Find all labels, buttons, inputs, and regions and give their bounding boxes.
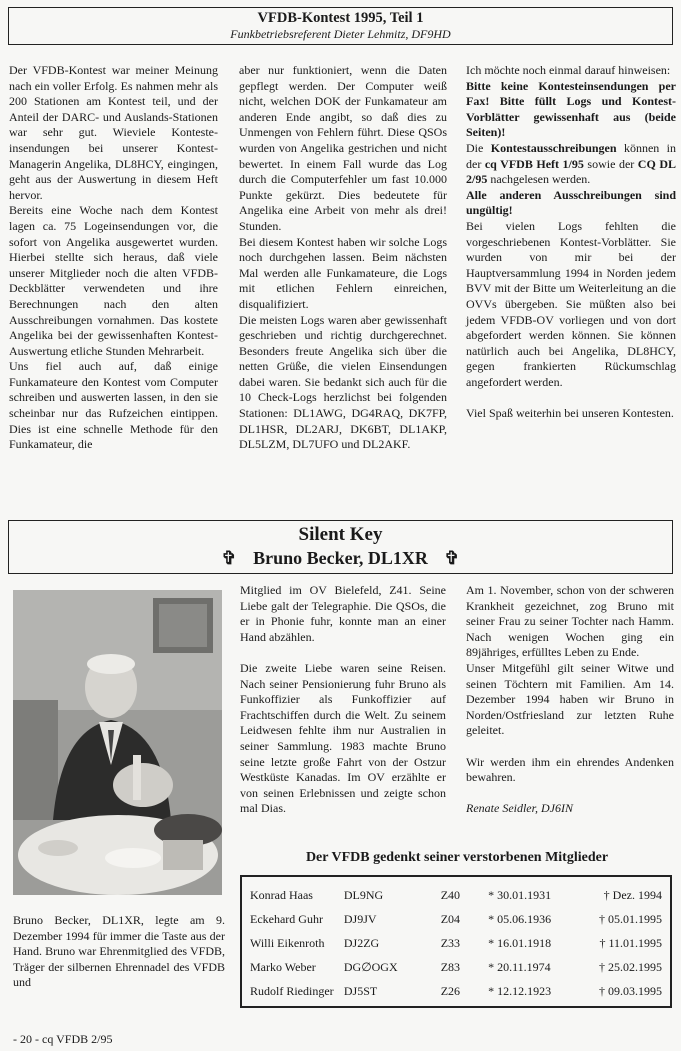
- paragraph: Die Kontestausschreibungen können in der cq VFDB Heft 1/95 sowie der CQ DL 2/95 nachgelesen werden.: [466, 140, 676, 187]
- member-died: † 05.01.1995: [599, 912, 662, 926]
- paragraph: Die zweite Liebe waren seine Reisen. Nach seiner Pensionierung fuhr Bruno als Funkoffizier als Funkoffizier auf Frachtschiffen durch die Welt. Zu seinem Leidwesen fehlte ihm nur Australien in seiner Sammlung. 1983 machte Bruno seine letzte große Fahrt von der Ostzur Westküste Kanadas. Im OV erzählte er von seinen Erlebnissen und zeigte schon mal Dias.: [240, 660, 446, 816]
- member-call: DG∅OGX: [343, 960, 398, 974]
- table-row: [250, 883, 662, 907]
- member-born: * 05.06.1936: [488, 912, 552, 926]
- column-5: [240, 583, 446, 817]
- paragraph: Uns fiel auch auf, daß einige Funkamateure den Kontest vom Computer schreiben und auswerten lassen, in den sie scheinbar nur das Rufzeichen eintippen. Dies ist eine schnelle Methode für den Funkamateur, die: [9, 359, 218, 452]
- bold-notice: Bitte keine Kontesteinsendungen per Fax! Bitte füllt Logs und Kontest-Vorblätter gewissenhaft aus (beide Seiten)!: [466, 78, 676, 140]
- column-1: [9, 63, 218, 453]
- member-name: Marko Weber: [250, 960, 316, 974]
- member-born: * 16.01.1918: [488, 936, 552, 950]
- paragraph: Unser Mitgefühl gilt seiner Witwe und seinen Töchtern mit Familien. Am 14. Dezember 1994 haben wir Bruno in Norden/Ostfriesland zur letzten Ruhe geleitet.: [466, 660, 674, 738]
- signature: Renate Seidler, DJ6IN: [466, 801, 573, 816]
- article-header: [8, 7, 673, 45]
- member-name: Eckehard Guhr: [250, 912, 323, 926]
- paragraph: Ich möchte noch einmal darauf hinweisen:: [466, 63, 671, 77]
- paragraph: Wir werden ihm ein ehrendes Andenken bewahren.: [466, 754, 674, 785]
- cross-icon: ✞: [444, 548, 460, 568]
- member-died: † 25.02.1995: [599, 960, 662, 974]
- paragraph: Bereits eine Woche nach dem Kontest lagen ca. 75 Logeinsendungen vor, die sofort von Angelika ausgewertet wurden. Hierbei stellte sich heraus, daß viele unserer Mitglieder noch die alten VFDB-Deckblätter verwendeten und ihre Berechnungen nach den alten Ausschreibungen vornahmen. Das kostete Angelika bei der gewissenhaften Kontest-Auswertung etliche Stunden Mehrarbeit.: [9, 203, 218, 358]
- member-ov: Z33: [440, 936, 461, 950]
- member-died: † 11.01.1995: [599, 936, 662, 950]
- member-call: DJ5ST: [343, 984, 378, 998]
- column-2: [239, 63, 447, 453]
- member-name: Konrad Haas: [250, 888, 313, 902]
- paragraph: aber nur funktioniert, wenn die Daten gepflegt werden. Der Computer weiß nicht, welchen DOK der Funkamateur am anderen Ende angibt, so daß dies zu Unmengen von Fehlern führt. Diese QSOs wurden von Angelika gestrichen und nicht bewertet. In einem Fall wurde das Log durch die Computerfehler um fast 10.000 Punkte gekürzt. Dies bedeutete für Angelika eine Arbeit von mehr als drei! Stunden.: [239, 63, 447, 233]
- member-born: * 12.12.1923: [488, 984, 552, 998]
- member-died: † Dez. 1994: [603, 888, 662, 902]
- member-name: Willi Eikenroth: [250, 936, 325, 950]
- member-call: DJ2ZG: [343, 936, 380, 950]
- paragraph: Bruno Becker, DL1XR, legte am 9. Dezember 1994 für immer die Taste aus der Hand. Bruno war Ehrenmitglied des VFDB, Träger der silbernen Ehrennadel des VFDB und: [13, 913, 225, 990]
- table-row: [250, 955, 662, 979]
- paragraph: Viel Spaß weiterhin bei unseren Kontesten.: [466, 406, 674, 421]
- cross-icon: ✞: [221, 548, 237, 568]
- portrait-photo: [13, 590, 222, 895]
- member-born: * 30.01.1931: [488, 888, 552, 902]
- member-name: Rudolf Riedinger: [250, 984, 334, 998]
- member-died: † 09.03.1995: [599, 984, 662, 998]
- table-row: [250, 907, 662, 931]
- column-4: [13, 913, 225, 991]
- column-3: [466, 63, 676, 422]
- member-call: DL9NG: [343, 888, 384, 902]
- paragraph: Bei diesem Kontest haben wir solche Logs noch durchgehen lassen. Beim nächsten Mal werden alle Funkamateure, die Logs mit etlichen Fehlern einreichen, disqualifiziert.: [239, 234, 447, 311]
- paragraph: Die meisten Logs waren aber gewissenhaft geschrieben und richtig durchgerechnet. Besonders freute Angelika sich über die netten Grüße, die vielen Einsendungen dabei waren. Sie bedankt sich auch für die 10 Check-Logs herzlichst bei folgenden Stationen: DL1AWG, DG4RAQ, DK7FP, DL1HSR, DL2ARJ, DK6BT, DL1AKP, DL5LZM, DL7UFO und DL2AKF.: [239, 312, 447, 452]
- silent-key-name-line: [9, 546, 672, 570]
- memorial-title: Der VFDB gedenkt seiner verstorbenen Mitglieder: [305, 850, 609, 865]
- column-6: [466, 583, 674, 817]
- member-born: * 20.11.1974: [488, 960, 551, 974]
- article-title: VFDB-Kontest 1995, Teil 1: [257, 10, 424, 26]
- article-author: Funkbetriebsreferent Dieter Lehmitz, DF9HD: [230, 27, 451, 41]
- memorial-table: [240, 875, 672, 1008]
- bold-notice: Alle anderen Ausschreibungen sind ungültig!: [466, 187, 676, 218]
- portrait-illustration: [13, 590, 222, 895]
- silent-key-title: Silent Key: [298, 524, 383, 545]
- member-ov: Z83: [440, 960, 461, 974]
- member-ov: Z40: [440, 888, 461, 902]
- silent-key-header: [8, 520, 673, 574]
- paragraph: Am 1. November, schon von der schweren Krankheit gezeichnet, zog Bruno mit seiner Frau zu seiner Tochter nach Hamm. Nach wenigen Wochen ging ein 89jähriges, erfülltes Leben zu Ende.: [466, 583, 674, 660]
- page-footer: - 20 - cq VFDB 2/95: [13, 1032, 113, 1046]
- silent-key-name: Bruno Becker, DL1XR: [253, 548, 428, 568]
- table-row: [250, 979, 662, 1003]
- member-call: DJ9JV: [343, 912, 377, 926]
- paragraph: Bei vielen Logs fehlten die vorgeschriebenen Kontest-Vorblätter. Sie wurden von mir bei der Hauptversammlung 1994 in Norden jedem BVV mit der Bitte um Weiterleitung an die OVVs übergeben. Sie müßten also bei jedem VFDB-OV vorliegen und von dort abgefordert werden können. Sie können natürlich auch bei Angelika, DL8HCY, gegen frankierten Rückumschlag angefordert werden.: [466, 218, 676, 389]
- member-ov: Z26: [440, 984, 461, 998]
- table-row: [250, 931, 662, 955]
- member-ov: Z04: [440, 912, 461, 926]
- paragraph: Mitglied im OV Bielefeld, Z41. Seine Liebe galt der Telegraphie. Die QSOs, die er in Phonie fuhr, konnte man an einer Hand abzählen.: [240, 583, 446, 644]
- paragraph: Der VFDB-Kontest war meiner Meinung nach ein voller Erfolg. Es nahmen mehr als 200 Stationen am Kontest teil, und der Anteil der DARC- und Auslands-Stationen war sehr gut. Wieviele Kontesteinsendungen bei unserer Kontest-Managerin Angelika, DL8HCY, eingingen, geht aus der Auswertung in diesem Heft hervor.: [9, 63, 218, 202]
